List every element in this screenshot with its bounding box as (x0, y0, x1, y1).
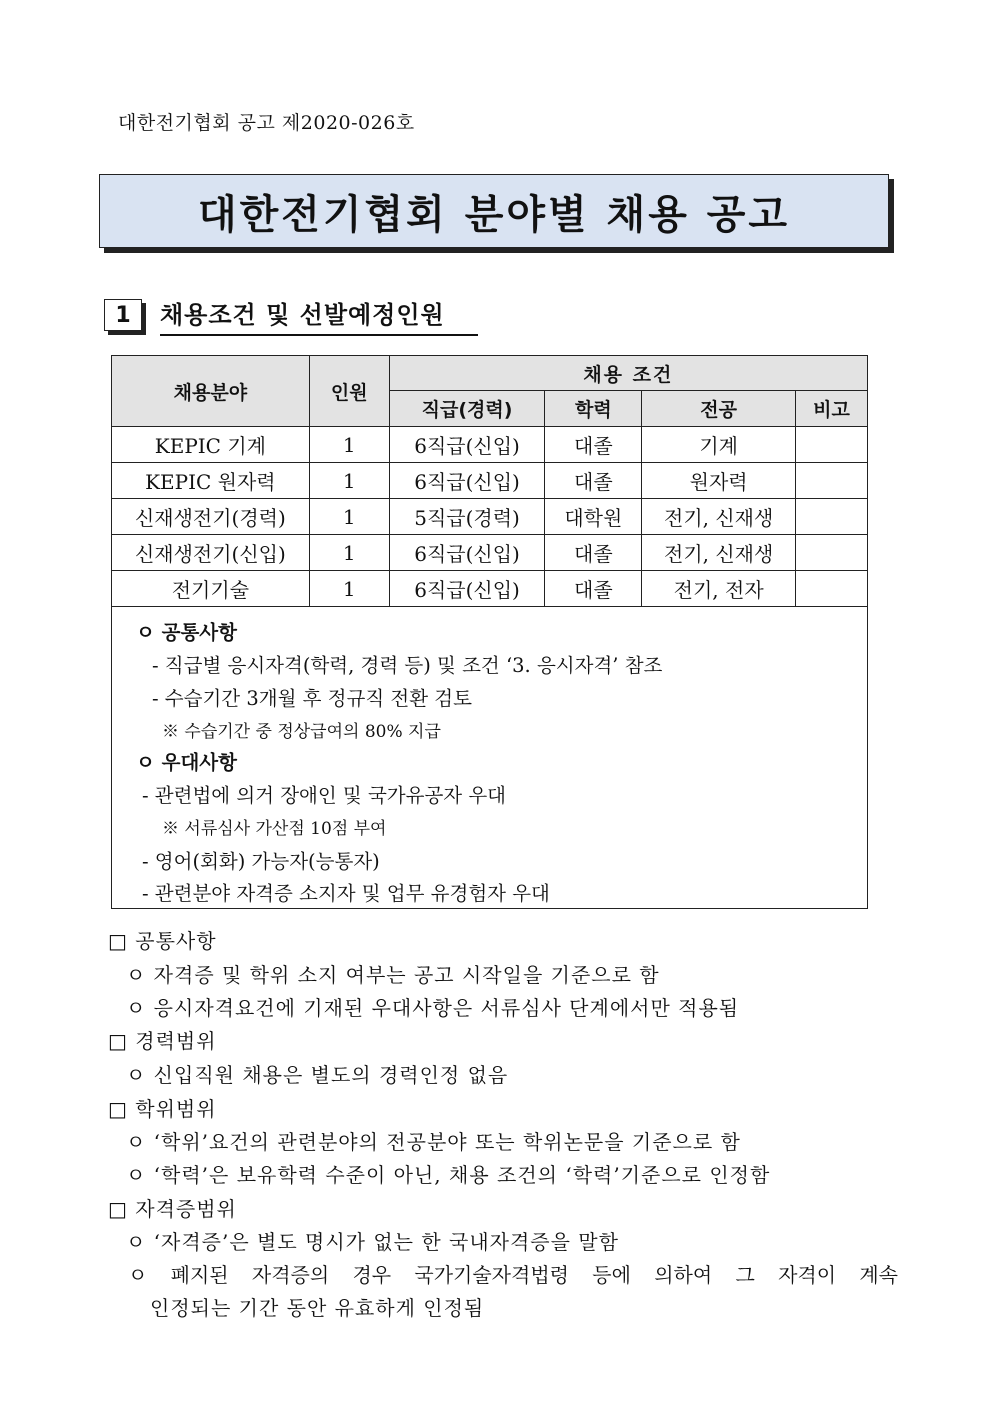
section-title: 채용조건 및 선발예정인원 (160, 298, 478, 336)
notice-number: 대한전기협회 공고 제2020-026호 (118, 112, 415, 134)
cell-grade: 5직급(경력) (389, 499, 545, 535)
table-row (112, 535, 868, 571)
license-word: 그 (735, 1263, 755, 1287)
header-field: 채용분야 (112, 356, 310, 427)
cell-remark (796, 427, 868, 463)
license-word: 자격이 (778, 1263, 837, 1287)
table-row (112, 571, 868, 607)
license-word: 자격증의 (251, 1263, 330, 1287)
notes-preference-heading: ㅇ 우대사항 (136, 751, 237, 774)
cell-count: 1 (309, 571, 389, 607)
notes-common-item: - 수습기간 3개월 후 정규직 전환 검토 (152, 687, 472, 710)
notes-common-note: ※ 수습기간 중 정상급여의 80% 지급 (162, 722, 441, 742)
cell-education: 대졸 (545, 463, 642, 499)
cell-remark (796, 499, 868, 535)
cell-field: KEPIC 기계 (112, 427, 310, 463)
section-number: 1 (104, 299, 142, 331)
header-grade: 직급(경력) (389, 391, 545, 427)
cell-major: 원자력 (642, 463, 796, 499)
header-education: 학력 (545, 391, 642, 427)
recruitment-table (111, 355, 868, 607)
cell-education: 대졸 (545, 571, 642, 607)
cell-education: 대졸 (545, 535, 642, 571)
header-count: 인원 (309, 356, 389, 427)
title-box (99, 174, 889, 248)
header-remark: 비고 (796, 391, 868, 427)
license-word: 의하여 (654, 1263, 713, 1287)
license-word: 계속 (859, 1263, 898, 1287)
cell-major: 전기, 전자 (642, 571, 796, 607)
common-item: ㅇ 응시자격요건에 기재된 우대사항은 서류심사 단계에서만 적용됨 (126, 996, 740, 1020)
common-item: ㅇ 자격증 및 학위 소지 여부는 공고 시작일을 기준으로 함 (126, 963, 660, 987)
cell-remark (796, 571, 868, 607)
license-word: ㅇ (128, 1263, 148, 1287)
license-word: 폐지된 (170, 1263, 229, 1287)
cell-grade: 6직급(신입) (389, 535, 545, 571)
cell-count: 1 (309, 499, 389, 535)
cell-grade: 6직급(신입) (389, 427, 545, 463)
career-item: ㅇ 신입직원 채용은 별도의 경력인정 없음 (126, 1063, 509, 1087)
common-heading: □ 공통사항 (108, 929, 217, 953)
notes-common-heading: ㅇ 공통사항 (136, 621, 237, 644)
cell-grade: 6직급(신입) (389, 571, 545, 607)
license-word: 국가기술자격법령 (414, 1263, 569, 1287)
header-major: 전공 (642, 391, 796, 427)
license-item: ㅇ ‘자격증’은 별도 명시가 없는 한 국내자격증을 말함 (126, 1230, 619, 1254)
notes-box (111, 607, 868, 909)
notes-common-item: - 직급별 응시자격(학력, 경력 등) 및 조건 ‘3. 응시자격’ 참조 (152, 654, 663, 677)
header-conditions: 채용 조건 (389, 356, 867, 391)
cell-field: KEPIC 원자력 (112, 463, 310, 499)
license-word: 경우 (352, 1263, 392, 1287)
notes-preference-item: - 관련분야 자격증 소지자 및 업무 유경험자 우대 (142, 882, 550, 905)
cell-education: 대졸 (545, 427, 642, 463)
table-row (112, 427, 868, 463)
cell-count: 1 (309, 427, 389, 463)
cell-major: 기계 (642, 427, 796, 463)
license-heading: □ 자격증범위 (108, 1197, 237, 1221)
table-row (112, 463, 868, 499)
cell-major: 전기, 신재생 (642, 535, 796, 571)
cell-field: 신재생전기(경력) (112, 499, 310, 535)
license-word: 등에 (592, 1263, 631, 1287)
degree-heading: □ 학위범위 (108, 1097, 217, 1121)
license-item-continuation: 인정되는 기간 동안 유효하게 인정됨 (150, 1296, 485, 1320)
cell-major: 전기, 신재생 (642, 499, 796, 535)
career-heading: □ 경력범위 (108, 1029, 217, 1053)
cell-education: 대학원 (545, 499, 642, 535)
notes-preference-note: ※ 서류심사 가산점 10점 부여 (162, 819, 387, 839)
license-item-justified (128, 1259, 898, 1288)
degree-item: ㅇ ‘학위’요건의 관련분야의 전공분야 또는 학위논문을 기준으로 함 (126, 1130, 741, 1154)
table-row (112, 499, 868, 535)
degree-item: ㅇ ‘학력’은 보유학력 수준이 아닌, 채용 조건의 ‘학력’기준으로 인정함 (126, 1163, 771, 1187)
cell-grade: 6직급(신입) (389, 463, 545, 499)
cell-count: 1 (309, 535, 389, 571)
page-title: 대한전기협회 분야별 채용 공고 (197, 191, 791, 238)
cell-remark (796, 535, 868, 571)
cell-field: 신재생전기(신입) (112, 535, 310, 571)
cell-remark (796, 463, 868, 499)
cell-field: 전기기술 (112, 571, 310, 607)
notes-preference-item: - 관련법에 의거 장애인 및 국가유공자 우대 (142, 784, 507, 807)
notes-preference-item: - 영어(회화) 가능자(능통자) (142, 850, 380, 873)
cell-count: 1 (309, 463, 389, 499)
